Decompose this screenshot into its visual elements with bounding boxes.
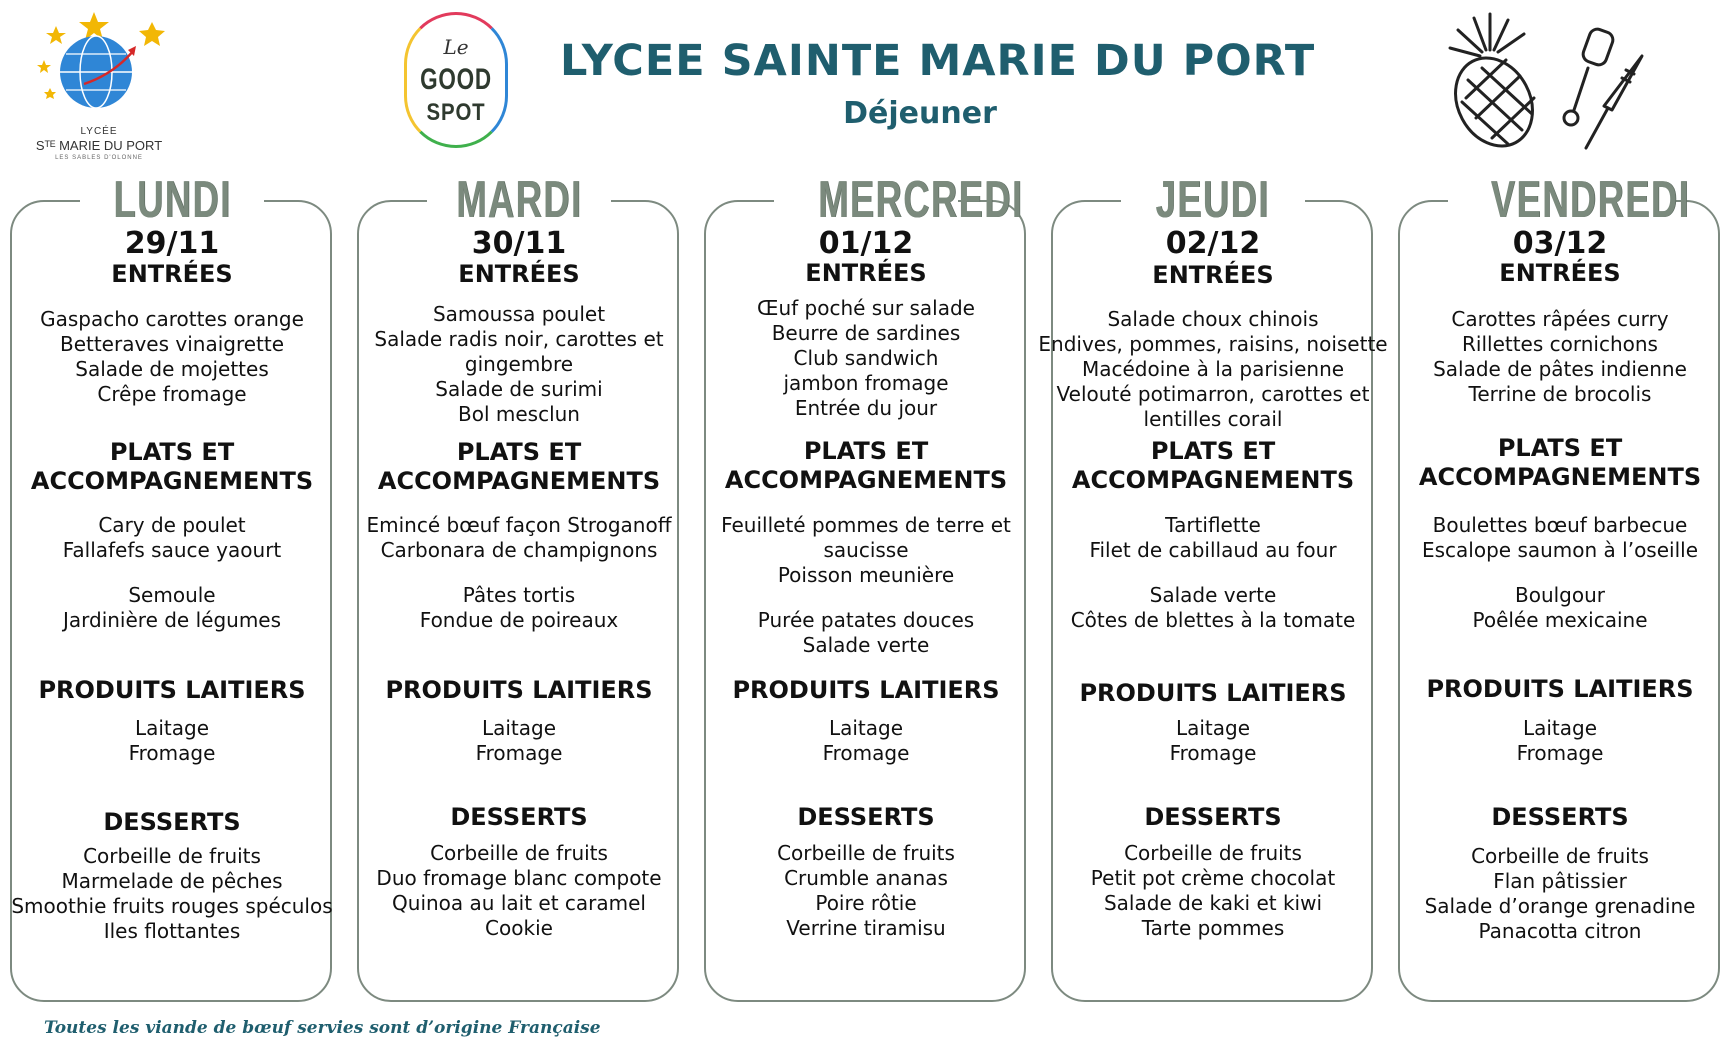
day-date: 03/12	[1512, 226, 1608, 261]
accompagnements-list	[335, 583, 703, 633]
good-spot-logo	[404, 12, 508, 148]
day-name: MERCREDI	[818, 171, 1024, 229]
desserts-list	[682, 841, 1050, 941]
list-item: Fromage	[1516, 741, 1604, 765]
page-title: LYCEE SAINTE MARIE DU PORT	[560, 36, 1316, 86]
laitiers-heading: PRODUITS LAITIERS	[385, 676, 653, 704]
plats-heading: PLATS ET ACCOMPAGNEMENTS	[1071, 437, 1355, 494]
entrees-heading: ENTRÉES	[1152, 261, 1274, 289]
list-item: Entrée du jour	[794, 396, 938, 420]
list-item: Laitage	[828, 716, 904, 740]
list-item: Fromage	[1169, 741, 1257, 765]
list-item: Smoothie fruits rouges spéculos	[11, 894, 333, 918]
list-item: Marmelade de pêches	[61, 869, 283, 893]
page-subtitle: Déjeuner	[843, 96, 997, 131]
list-item: Salade de mojettes	[75, 357, 269, 381]
entrees-list	[682, 296, 1050, 421]
list-item: Poire rôtie	[815, 891, 917, 915]
list-item: Fromage	[822, 741, 910, 765]
list-item: Tarte pommes	[1141, 916, 1285, 940]
laitiers-heading: PRODUITS LAITIERS	[1079, 679, 1347, 707]
entrees-list	[0, 307, 356, 407]
list-item: Cookie	[485, 916, 553, 940]
laitiers-list	[0, 716, 356, 766]
laitiers-list	[1376, 716, 1728, 766]
list-item: Jardinière de légumes	[62, 608, 282, 632]
list-item: Corbeille de fruits	[83, 844, 261, 868]
day-date: 02/12	[1165, 226, 1261, 261]
spot-logo-le: Le	[443, 35, 469, 59]
desserts-list	[0, 844, 356, 944]
day-name: JEUDI	[1155, 171, 1271, 229]
school-logo-line1: LYCÉE	[80, 126, 118, 137]
list-item: Velouté potimarron, carottes et lentilles corail	[1056, 382, 1370, 431]
list-item: Corbeille de fruits	[1124, 841, 1302, 865]
laitiers-heading: PRODUITS LAITIERS	[732, 676, 1000, 704]
list-item: Salade radis noir, carottes et gingembre	[374, 327, 664, 376]
accompagnements-list	[682, 608, 1050, 658]
list-item: Escalope saumon à l’oseille	[1421, 538, 1699, 562]
list-item: Verrine tiramisu	[786, 916, 946, 940]
list-item: Poisson meunière	[777, 563, 955, 587]
list-item: Salade de pâtes indienne	[1433, 357, 1687, 381]
list-item: Salade choux chinois	[1107, 307, 1319, 331]
plats-heading: PLATS ET ACCOMPAGNEMENTS	[1418, 434, 1702, 491]
list-item: Beurre de sardines	[771, 321, 961, 345]
day-date: 01/12	[818, 226, 914, 261]
entrees-list	[1376, 307, 1728, 407]
list-item: Poêlée mexicaine	[1472, 608, 1648, 632]
list-item: Crêpe fromage	[97, 382, 247, 406]
list-item: Gaspacho carottes orange	[40, 307, 304, 331]
list-item: Œuf poché sur salade	[757, 296, 975, 320]
laitiers-list	[682, 716, 1050, 766]
plats-heading: PLATS ET ACCOMPAGNEMENTS	[377, 438, 661, 495]
day-name: VENDREDI	[1490, 171, 1691, 229]
plats-list	[1376, 513, 1728, 563]
list-item: Salade d’orange grenadine	[1424, 894, 1696, 918]
footer-note: Toutes les viande de bœuf servies sont d’origine Française	[44, 1018, 601, 1038]
list-item: Laitage	[134, 716, 210, 740]
list-item: Flan pâtissier	[1493, 869, 1627, 893]
list-item: Laitage	[481, 716, 557, 740]
list-item: Duo fromage blanc compote	[376, 866, 662, 890]
desserts-heading: DESSERTS	[1144, 803, 1282, 831]
list-item: Purée patates douces	[757, 608, 975, 632]
plats-list	[1029, 513, 1397, 563]
list-item: Laitage	[1175, 716, 1251, 740]
entrees-list	[335, 302, 703, 427]
list-item: Emincé bœuf façon Stroganoff	[366, 513, 672, 537]
list-item: Betteraves vinaigrette	[59, 332, 285, 356]
entrees-heading: ENTRÉES	[805, 259, 927, 287]
badge-text: SMP	[120, 96, 144, 107]
laitiers-heading: PRODUITS LAITIERS	[38, 676, 306, 704]
list-item: Pâtes tortis	[462, 583, 576, 607]
list-item: Salade de kaki et kiwi	[1103, 891, 1323, 915]
accompagnements-list	[1376, 583, 1728, 633]
accompagnements-list	[1029, 583, 1397, 633]
laitiers-heading: PRODUITS LAITIERS	[1426, 675, 1694, 703]
list-item: Feuilleté pommes de terre et saucisse	[721, 513, 1011, 562]
accompagnements-list	[0, 583, 356, 633]
plats-heading: PLATS ET ACCOMPAGNEMENTS	[30, 438, 314, 495]
pineapple-utensils-icon	[1436, 10, 1666, 158]
plats-list	[682, 513, 1050, 588]
list-item: Club sandwich jambon fromage	[783, 346, 949, 395]
list-item: Laitage	[1522, 716, 1598, 740]
list-item: Terrine de brocolis	[1468, 382, 1652, 406]
list-item: Salade verte	[802, 633, 930, 657]
list-item: Panacotta citron	[1478, 919, 1642, 943]
spot-logo-spot: SPOT	[426, 99, 486, 126]
list-item: Fallafefs sauce yaourt	[62, 538, 282, 562]
list-item: Filet de cabillaud au four	[1089, 538, 1337, 562]
day-name: LUNDI	[112, 171, 232, 229]
day-name: MARDI	[455, 171, 583, 229]
entrees-heading: ENTRÉES	[111, 260, 233, 288]
desserts-heading: DESSERTS	[450, 803, 588, 831]
desserts-list	[335, 841, 703, 941]
list-item: Corbeille de fruits	[777, 841, 955, 865]
list-item: Endives, pommes, raisins, noisette	[1038, 332, 1388, 356]
list-item: Macédoine à la parisienne	[1081, 357, 1345, 381]
school-logo	[24, 4, 174, 162]
entrees-list	[1029, 307, 1397, 432]
desserts-heading: DESSERTS	[797, 803, 935, 831]
list-item: Boulgour	[1514, 583, 1606, 607]
list-item: Carottes râpées curry	[1451, 307, 1669, 331]
desserts-list	[1376, 844, 1728, 944]
plats-list	[335, 513, 703, 563]
entrees-heading: ENTRÉES	[1499, 259, 1621, 287]
list-item: Corbeille de fruits	[1471, 844, 1649, 868]
list-item: Côtes de blettes à la tomate	[1070, 608, 1356, 632]
day-date: 29/11	[124, 226, 220, 261]
list-item: Quinoa au lait et caramel	[392, 891, 646, 915]
list-item: Fromage	[128, 741, 216, 765]
list-item: Iles flottantes	[103, 919, 241, 943]
spot-logo-good: GOOD	[420, 63, 492, 96]
laitiers-list	[1029, 716, 1397, 766]
list-item: Crumble ananas	[784, 866, 948, 890]
plats-heading: PLATS ET ACCOMPAGNEMENTS	[724, 437, 1008, 494]
list-item: Boulettes bœuf barbecue	[1432, 513, 1688, 537]
list-item: Corbeille de fruits	[430, 841, 608, 865]
list-item: Bol mesclun	[458, 402, 580, 426]
entrees-heading: ENTRÉES	[458, 260, 580, 288]
list-item: Carbonara de champignons	[380, 538, 658, 562]
list-item: Salade verte	[1149, 583, 1277, 607]
desserts-list	[1029, 841, 1397, 941]
list-item: Samoussa poulet	[432, 302, 606, 326]
list-item: Petit pot crème chocolat	[1090, 866, 1336, 890]
list-item: Fondue de poireaux	[419, 608, 619, 632]
desserts-heading: DESSERTS	[1491, 803, 1629, 831]
list-item: Rillettes cornichons	[1462, 332, 1658, 356]
school-logo-line3: LES SABLES D'OLONNE	[55, 155, 143, 161]
laitiers-list	[335, 716, 703, 766]
plats-list	[0, 513, 356, 563]
list-item: Semoule	[128, 583, 216, 607]
list-item: Cary de poulet	[98, 513, 246, 537]
day-date: 30/11	[471, 226, 567, 261]
list-item: Fromage	[475, 741, 563, 765]
globe-stars-icon	[24, 4, 174, 124]
list-item: Salade de surimi	[435, 377, 603, 401]
desserts-heading: DESSERTS	[103, 808, 241, 836]
list-item: Tartiflette	[1165, 513, 1261, 537]
school-logo-line2: Sᵀᴱ MARIE DU PORT	[35, 138, 163, 153]
